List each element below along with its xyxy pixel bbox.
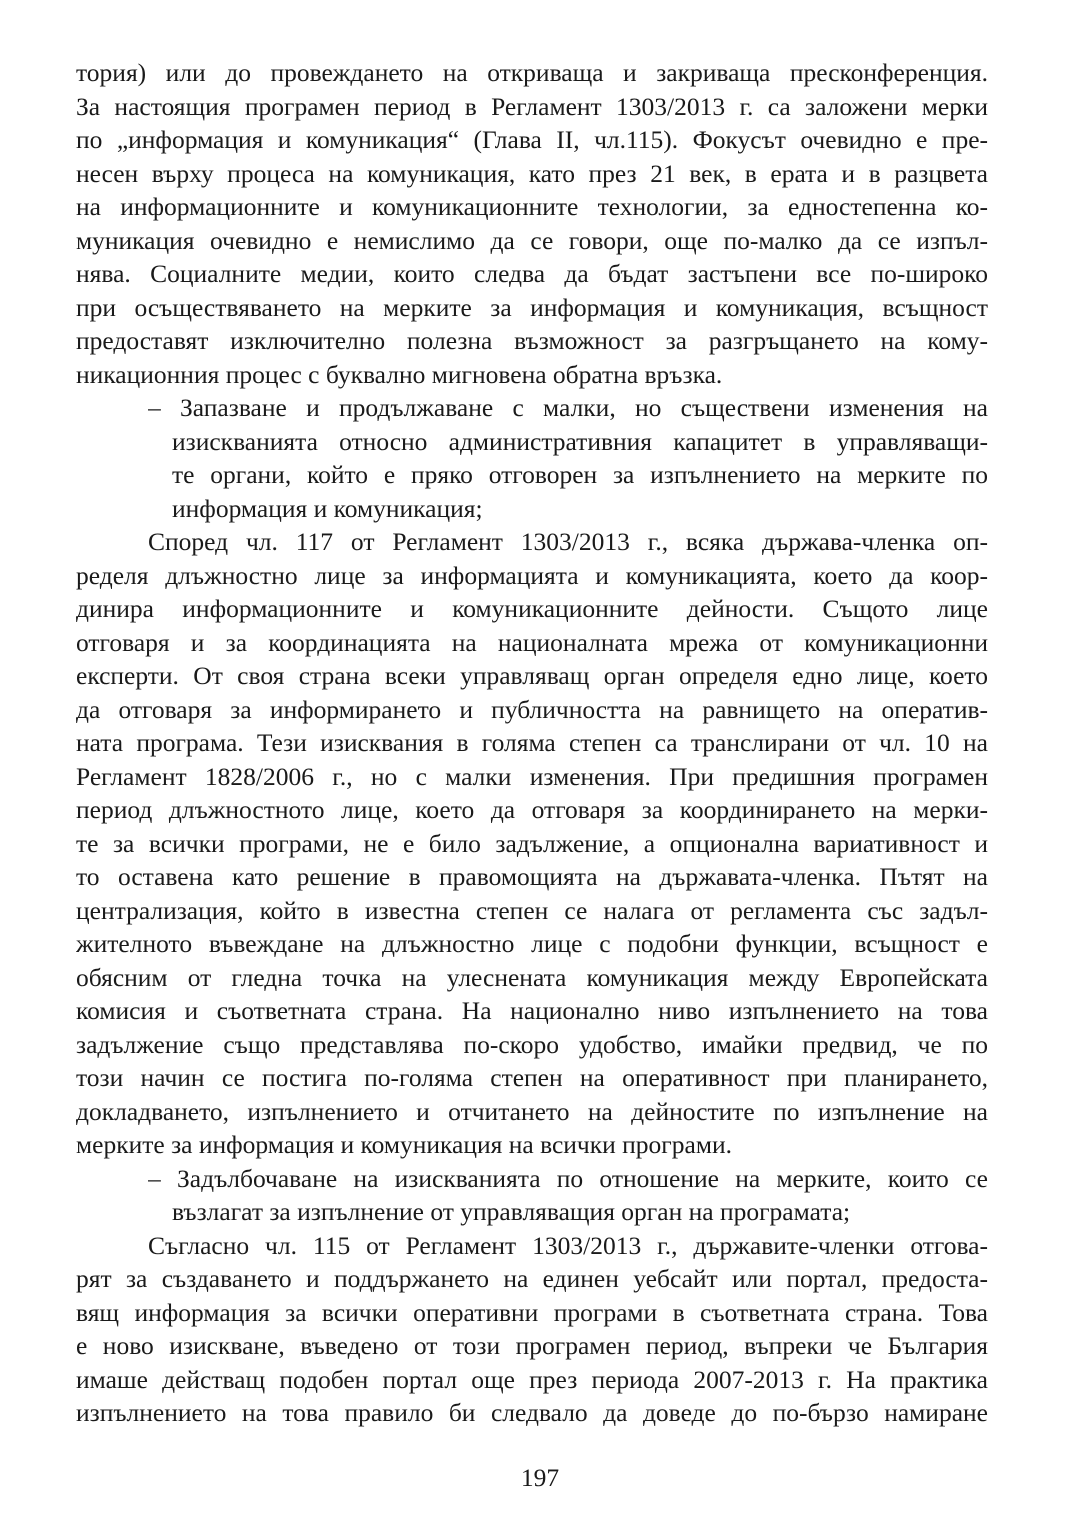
- text-line: Регламент 1828/2006 г., но с малки изменения. При предишния програмен: [76, 761, 988, 791]
- text-line: жителното въвеждане на длъжностно лице с подобни функции, всъщност е: [76, 929, 988, 958]
- text-line: този начин се постига по-голяма степен на оперативност при планирането,: [76, 1063, 988, 1092]
- text-line: нява. Социалните медии, които следва да бъдат застъпени все по-широко: [76, 259, 988, 288]
- text-line: експерти. От своя страна всеки управляващ орган определя едно лице, което: [76, 661, 988, 690]
- text-line: при осъществяването на мерките за информация и комуникация, всъщност: [76, 292, 988, 322]
- text-line: имаше действащ подобен портал още през периода 2007-2013 г. На практика: [76, 1364, 988, 1394]
- text-line: изпълнението на това правило би следвало да доведе до по-бързо намиране: [76, 1398, 988, 1427]
- text-line: докладването, изпълнението и отчитането на дейностите по изпълнение на: [76, 1096, 988, 1126]
- text-line: За настоящия програмен период в Регламент 1303/2013 г. са заложени мерки: [76, 91, 988, 121]
- text-line: комисия и съответната страна. На национално ниво изпълнението на това: [76, 996, 988, 1025]
- text-line: никационния процес с буквално мигновена обратна връзка.: [76, 359, 723, 389]
- text-line: муникация очевидно е немислимо да се говори, още по-малко да се изпъл-: [76, 225, 988, 255]
- text-line: период длъжностното лице, което да отговаря за координирането на мерки-: [76, 795, 988, 824]
- text-line: вящ информация за всички оперативни програми в съответната страна. Това: [76, 1297, 988, 1327]
- text-line: тория) или до провеждането на откриваща и закриваща пресконференция.: [76, 58, 988, 87]
- text-line: задължение също представлява по-скоро удобство, имайки предвид, че по: [76, 1029, 988, 1059]
- text-line: те органи, който е пряко отговорен за изпълнението на мерките по: [172, 460, 988, 489]
- text-line: отговаря и за координацията на националната мрежа от комуникационни: [76, 627, 988, 657]
- text-line: то оставена като решение в правомощията на държавата-членка. Пътят на: [76, 862, 988, 891]
- text-line: централизация, който в известна степен се налага от регламента със задъл-: [76, 895, 988, 925]
- text-line: по „информация и комуникация“ (Глава II, чл.115). Фокусът очевидно е пре-: [76, 125, 988, 154]
- text-line: е ново изискване, въведено от този програмен период, въпреки че България: [76, 1331, 988, 1360]
- text-line: Съгласно чл. 115 от Регламент 1303/2013 г., държавите-членки отгова-: [148, 1230, 988, 1260]
- text-line: Според чл. 117 от Регламент 1303/2013 г., всяка държава-членка оп-: [148, 527, 988, 556]
- text-line: обясним от гледна точка на улеснената комуникация между Европейската: [76, 962, 988, 992]
- text-line: да отговаря за информирането и публичността на равнището на оператив-: [76, 694, 988, 724]
- text-line: ната програма. Тези изисквания в голяма степен са транслирани от чл. 10 на: [76, 728, 988, 757]
- text-line: предоставят изключително полезна възможност за разгръщането на кому-: [76, 326, 988, 355]
- text-line: възлагат за изпълнение от управляващия орган на програмата;: [172, 1197, 851, 1226]
- text-line: ределя длъжностно лице за информацията и комуникацията, което да коор-: [76, 560, 988, 590]
- text-line: информация и комуникация;: [172, 493, 483, 523]
- text-line: изискванията относно административния капацитет в управляващи-: [172, 426, 988, 456]
- text-line: рят за създаването и поддържането на единен уебсайт или портал, предоста-: [76, 1264, 988, 1293]
- text-line: несен върху процеса на комуникация, като през 21 век, в ерата и в разцвета: [76, 158, 988, 188]
- text-line: мерките за информация и комуникация на всички програми.: [76, 1130, 732, 1159]
- text-line: на информационните и комуникационните технологии, за едностепенна ко-: [76, 192, 988, 221]
- page-number: 197: [520, 1463, 560, 1492]
- text-line: те за всички програми, не е било задължение, а опционална вариативност и: [76, 828, 988, 858]
- text-line: динира информационните и комуникационните дейности. Същото лице: [76, 594, 988, 623]
- text-line: – Запазване и продължаване с малки, но съществени изменения на: [148, 393, 988, 422]
- text-line: – Задълбочаване на изискванията по отношение на мерките, които се: [148, 1163, 988, 1193]
